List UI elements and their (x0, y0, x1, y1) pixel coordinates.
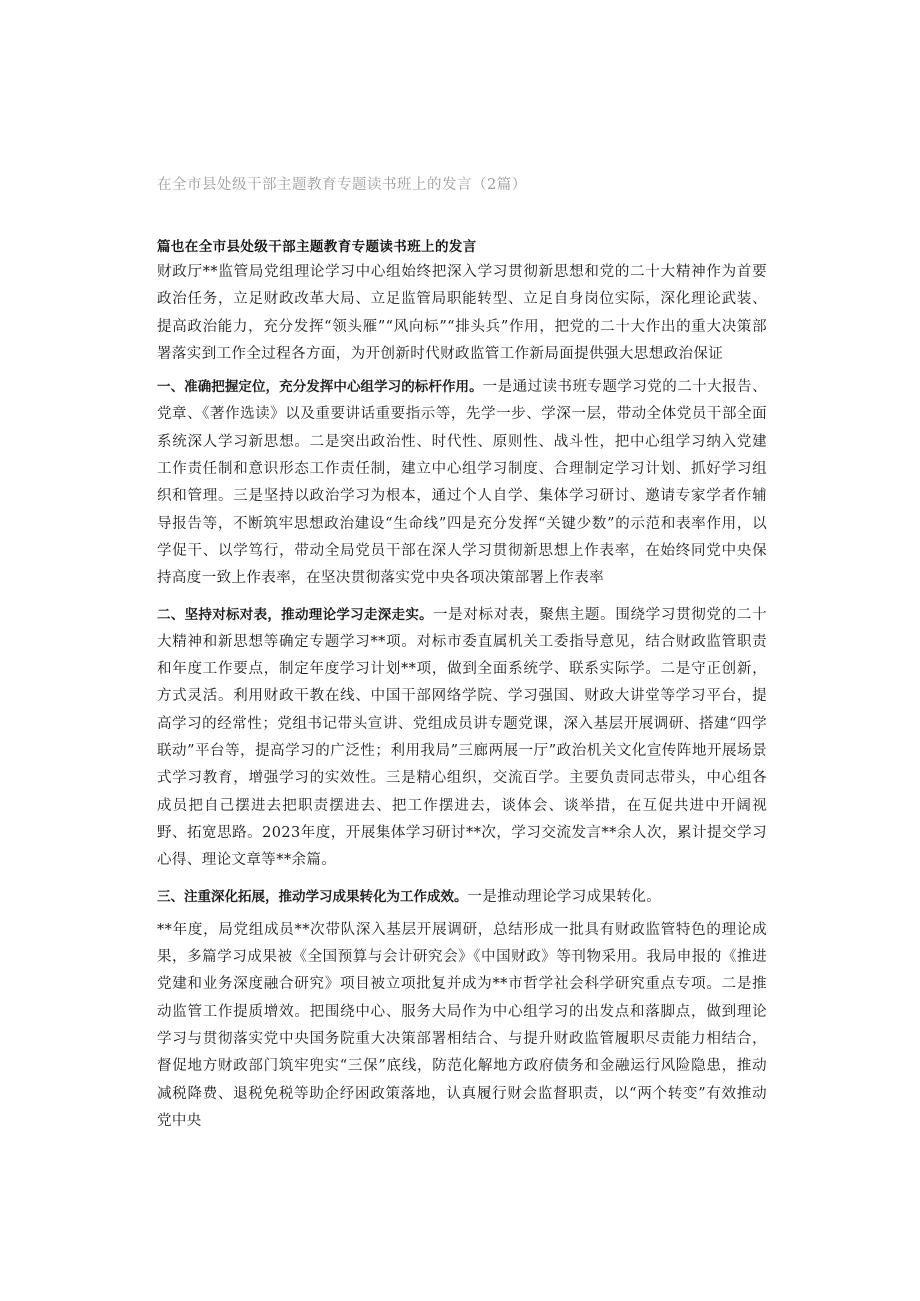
section-2-body: 一是对标对表，聚焦主题。围绕学习贯彻党的二十大精神和新思想等确定专题学习**项。对标市委直属机关工委指导意见，结合财政监管职责和年度工作要点，制定年度学习计划**项，做到全面系统学、联系实际学。二是守正创新，方式灵活。利用财政干教在线、中国干部网络学院、学习强国、财政大讲堂等学习平台，提高学习的经常性；党组书记带头宣讲、党组成员讲专题党课，深入基层开展调研、搭建“四学联动”平台等，提高学习的广泛性；利用我局”三廊两展一厅”政治机关文化宣传阵地开展场景式学习教育，增强学习的实效性。三是精心组织，交流百学。主要负责同志带头，中心组各成员把自己摆进去把职责摆进去、把工作摆进去，谈体会、谈举措，在互促共进中开阔视野、拓宽思路。2023年度，开展集体学习研讨**次，学习交流发言**余人次，累计提交学习心得、理论文章等**余篇。 (157, 606, 767, 869)
document-body (157, 237, 767, 1135)
section-1-heading: 一、准确把握定位，充分发挥中心组学习的标杆作用。 (157, 379, 483, 396)
section-3-paragraph (157, 884, 767, 911)
document-title: 在全市县处级干部主题教育专题读书班上的发言（2篇） (157, 177, 527, 193)
intro-paragraph: 财政厅**监管局党组理论学习中心组始终把深入学习贯彻新思想和党的二十大精神作为首要政治任务，立足财政改革大局、立足监管局职能转型、立足自身岗位实际，深化理论武装、提高政治能力，充分发挥“领头雁”“风向标”“排头兵”作用，把党的二十大作出的重大决策部署落实到工作全过程各方面，为开创新时代财政监管工作新局面提供强大思想政治保证 (157, 264, 767, 362)
section-3-heading: 三、注重深化拓展，推动学习成果转化为工作成效。 (157, 888, 468, 905)
section-1-paragraph (157, 374, 767, 592)
section-2-paragraph (157, 602, 767, 875)
article-subtitle: 篇也在全市县处级干部主题教育专题读书班上的发言 (157, 239, 477, 255)
section-3-body: **年度，局党组成员**次带队深入基层开展调研，总结形成一批具有财政监管特色的理论成果，多篇学习成果被《全国预算与会计研究会》《中国财政》等刊物采用。我局申报的《推进党建和业务深度融合研究》项目被立项批复并成为**市哲学社会科学研究重点专项。二是推动监管工作提质增效。把围绕中心、服务大局作为中心组学习的出发点和落脚点，做到理论学习与贯彻落实党中央国务院重大决策部署相结合、与提升财政监管履职尽责能力相结合，督促地方财政部门筑牢兜实“三保”底线，防范化解地方政府债务和金融运行风险隐患，推动减税降费、退税免税等助企纾困政策落地，认真履行财会监督职责，以“两个转变”有效推动党中央 (157, 921, 767, 1129)
section-3-lead: 一是推动理论学习成果转化。 (467, 888, 662, 905)
section-2-heading: 二、坚持对标对表，推动理论学习走深走实。 (157, 606, 433, 623)
section-1-body: 一是通过读书班专题学习党的二十大报告、党章、《著作选读》以及重要讲话重要指示等，先学一步、学深一层，带动全体党员干部全面系统深人学习新思想。二是突出政治性、时代性、原则性、战斗性，把中心组学习纳入党建工作责任制和意识形态工作责任制，建立中心组学习制度、合理制定学习计划、抓好学习组织和管理。三是坚持以政治学习为根本，通过个人自学、集体学习研讨、邀请专家学者作辅导报告等，不断筑牢思想政治建设“生命线”四是充分发挥“关键少数”的示范和表率作用，以学促干、以学笃行，带动全局党员干部在深人学习贯彻新思想上作表率，在始终同党中央保持高度一致上作表率，在坚决贯彻落实党中央各项决策部署上作表率 (157, 379, 767, 587)
